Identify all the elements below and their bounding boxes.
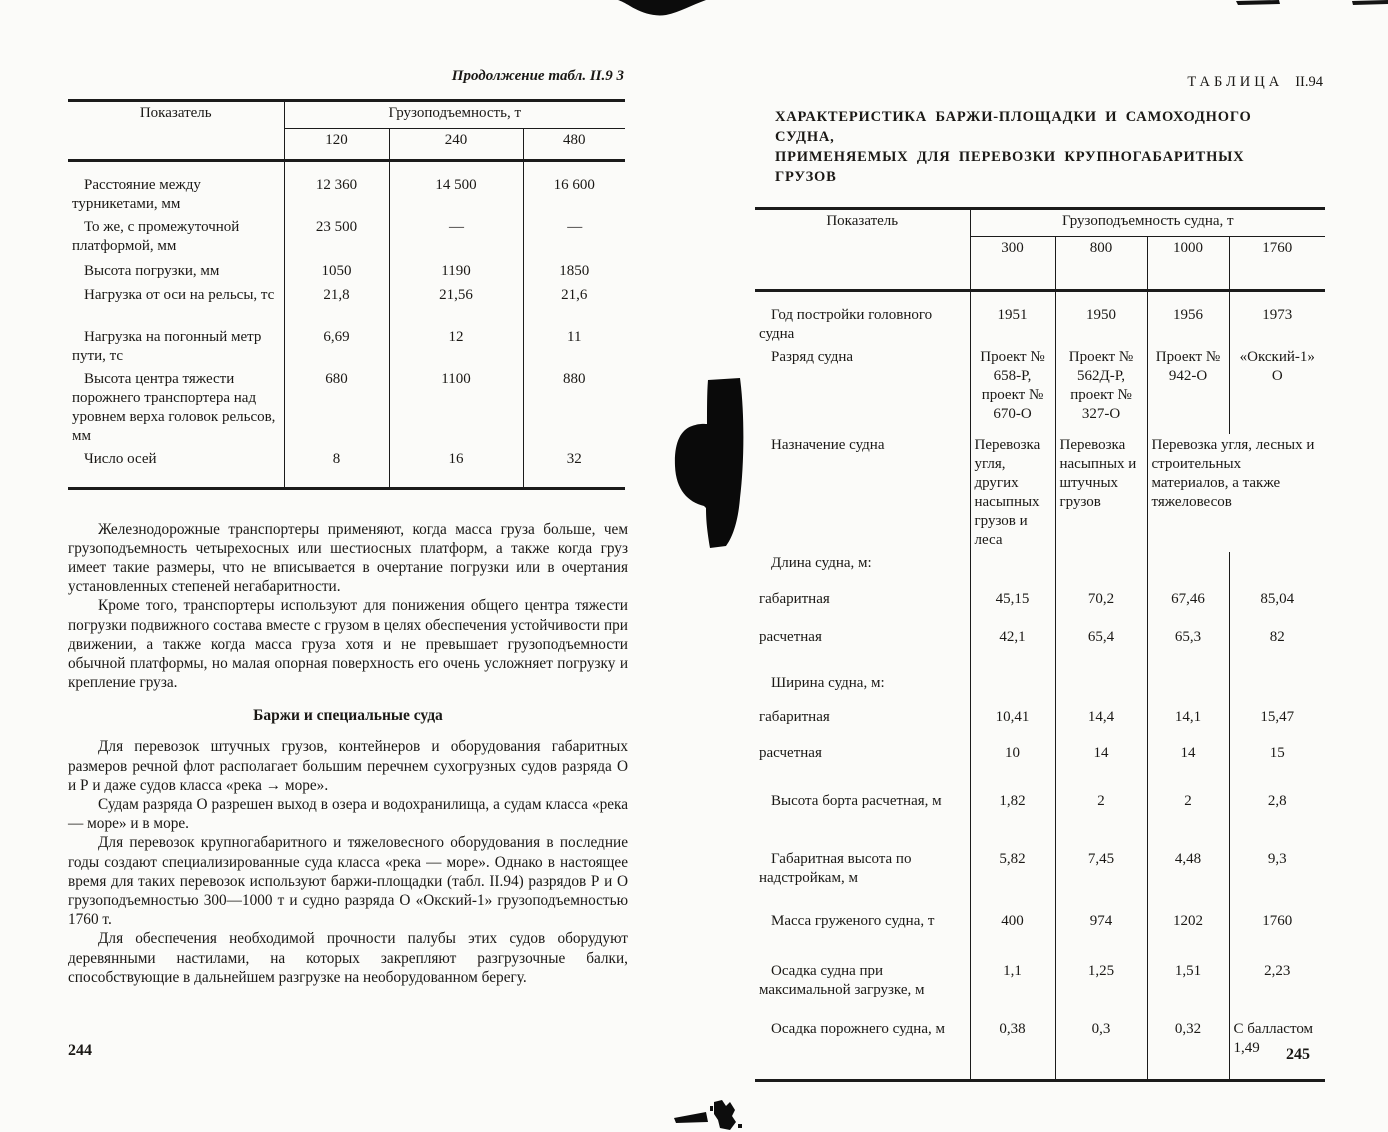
ink-blot-top [618, 0, 708, 20]
cell-value: 1951 [970, 291, 1055, 347]
table-row [68, 260, 625, 284]
capacity-1000: 1000 [1147, 237, 1229, 291]
table-row [755, 960, 1325, 1018]
cell-value: Проект № 658-Р, проект № 670-О [970, 346, 1055, 434]
cell-value: Проект № 562Д-Р, проект № 327-О [1055, 346, 1147, 434]
capacity-240: 240 [389, 129, 523, 161]
cell-value: 1,82 [970, 790, 1055, 848]
row-sublabel: расчетная [759, 745, 822, 761]
table-row [755, 742, 1325, 790]
table-caption [755, 74, 1325, 91]
group-header-capacity: Грузоподъемность судна, т [970, 209, 1325, 237]
cell-empty [1055, 672, 1147, 706]
cell-value: Перевозка угля, других насыпных грузов и леса [970, 434, 1055, 552]
cell-value: 0,32 [1147, 1018, 1229, 1080]
paragraph: Для обеспечения необходимой прочности палубы этих судов оборудуют деревянными настилами, на которых закрепляют разгрузочные балки, способствующие в дальнейшем разгрузке на необорудованном берегу. [68, 930, 628, 986]
cell-value: 21,8 [284, 284, 389, 326]
row-label: То же, с промежуточной платформой, мм [72, 219, 240, 254]
table-row [755, 626, 1325, 672]
paragraph: Железнодорожные транспортеры применяют, когда масса груза больше, чем грузоподъемность четырехосных или шестиосных платформ, а также когда груз имеет такие размеры, что не вписывается в очертание погрузки или в очертания установленных степеней негабаритности. [68, 520, 628, 596]
row-group-label: Длина судна, м: [771, 555, 872, 571]
cell-value: 1050 [284, 260, 389, 284]
cell-value: 2 [1147, 790, 1229, 848]
cell-value: 67,46 [1147, 588, 1229, 626]
cell-value: 1,1 [970, 960, 1055, 1018]
cell-value: 11 [523, 326, 625, 368]
row-label: Расстояние между турникетами, мм [72, 177, 201, 212]
table-row [755, 291, 1325, 347]
cell-value: 82 [1229, 626, 1325, 672]
barge-characteristics-table [755, 207, 1325, 1082]
cell-value: 14 [1147, 742, 1229, 790]
paragraph: Судам разряда О разрешен выход в озера и водохранилища, а судам класса «река — море» и в море. [68, 795, 628, 833]
cell-value: 1,25 [1055, 960, 1147, 1018]
table-row [68, 448, 625, 488]
group-header-capacity: Грузоподъемность, т [284, 101, 625, 129]
paragraph: Кроме того, транспортеры используют для понижения общего центра тяжести погрузки подвижного состава вместе с грузом в целях обеспечения устойчивости при движении, а также когда масса груза хотя и не превышает грузоподъемности обычной платформы, но малая опорная поверхность его очень усложняет погрузку и крепление груза. [68, 597, 628, 692]
page-number-left: 244 [68, 1042, 92, 1059]
cell-value: 23 500 [284, 216, 389, 260]
cell-value: 10 [970, 742, 1055, 790]
table-caption-word: ТАБЛИЦА [1187, 74, 1284, 90]
body-text [68, 520, 628, 987]
row-label: Число осей [84, 451, 157, 467]
cell-value: 1760 [1229, 910, 1325, 960]
cell-value: 1190 [389, 260, 523, 284]
paragraph: Для перевозок крупногабаритного и тяжеловесного оборудования в последние годы создают специализированные суда класса «река — море». Однако в настоящее время для таких перевозок используют баржи-площадки (табл. II.94) разрядов Р и О грузоподъемностью 300—1000 т и судно разряда О «Окский-1» грузоподъемностью 1760 т. [68, 834, 628, 929]
paragraph: Для перевозок штучных грузов, контейнеров и оборудования габаритных размеров речной флот располагает большим перечнем сухогрузных судов разряда О и Р и даже судов класса «река → море». [68, 738, 628, 794]
table-row [755, 910, 1325, 960]
table-row [68, 216, 625, 260]
cell-value: 14,4 [1055, 706, 1147, 742]
row-label: Масса груженого судна, т [771, 913, 935, 929]
cell-empty [970, 672, 1055, 706]
table-row [755, 1018, 1325, 1080]
cell-value: 680 [284, 368, 389, 448]
cell-empty [970, 552, 1055, 588]
row-sublabel: расчетная [759, 629, 822, 645]
table-row [68, 161, 625, 217]
cell-value: 1973 [1229, 291, 1325, 347]
column-header-pokazatel: Показатель [826, 213, 899, 229]
cell-value: 1100 [389, 368, 523, 448]
table-continuation-caption: Продолжение табл. II.9 3 [451, 68, 624, 84]
table-row [755, 706, 1325, 742]
cell-value: 65,4 [1055, 626, 1147, 672]
cell-value: 14 500 [389, 161, 523, 217]
table-row [68, 284, 625, 326]
table-row [755, 552, 1325, 588]
table-row [755, 588, 1325, 626]
cell-value: 16 [389, 448, 523, 488]
row-label: Разряд судна [771, 349, 854, 365]
cell-value: 15 [1229, 742, 1325, 790]
ink-blot-bottom [672, 1096, 752, 1132]
cell-value: 65,3 [1147, 626, 1229, 672]
table-caption-number: II.94 [1295, 74, 1323, 90]
cell-value: 21,56 [389, 284, 523, 326]
cell-value: 15,47 [1229, 706, 1325, 742]
cell-value: 14 [1055, 742, 1147, 790]
ink-mark-top-right-1 [1236, 0, 1280, 7]
ink-mark-top-right-2 [1352, 0, 1388, 6]
cell-value: 32 [523, 448, 625, 488]
cell-value: 12 360 [284, 161, 389, 217]
table-row [755, 672, 1325, 706]
ink-blot-gutter [670, 378, 750, 550]
cell-value: Перевозка насыпных и штучных грузов [1055, 434, 1147, 552]
left-page [68, 68, 628, 987]
cell-value: 1950 [1055, 291, 1147, 347]
cell-value: 21,6 [523, 284, 625, 326]
right-page [755, 74, 1325, 1082]
transporter-characteristics-table [68, 99, 625, 490]
cell-empty [1229, 552, 1325, 588]
row-label: Нагрузка на погонный метр пути, тс [72, 329, 262, 364]
cell-value: 4,48 [1147, 848, 1229, 910]
cell-value: 5,82 [970, 848, 1055, 910]
table-title [755, 107, 1325, 187]
cell-value: С балластом 1,49 [1229, 1018, 1325, 1080]
cell-value: 8 [284, 448, 389, 488]
row-label: Нагрузка от оси на рельсы, тс [84, 287, 275, 303]
table-row [68, 326, 625, 368]
capacity-800: 800 [1055, 237, 1147, 291]
cell-value: 70,2 [1055, 588, 1147, 626]
row-group-label: Ширина судна, м: [771, 675, 885, 691]
cell-empty [1147, 672, 1229, 706]
cell-value-merged: Перевозка угля, лесных и строительных материалов, а также тяжеловесов [1147, 434, 1325, 552]
cell-value: 2,8 [1229, 790, 1325, 848]
cell-empty [1147, 552, 1229, 588]
cell-value: 7,45 [1055, 848, 1147, 910]
cell-value: 880 [523, 368, 625, 448]
row-label: Габаритная высота по надстройкам, м [759, 851, 912, 886]
cell-value: 2 [1055, 790, 1147, 848]
row-label: Год постройки головного судна [759, 307, 933, 342]
row-label: Осадка судна при максимальной загрузке, м [759, 963, 925, 998]
capacity-480: 480 [523, 129, 625, 161]
cell-value: — [389, 216, 523, 260]
page-number-right: 245 [1286, 1046, 1310, 1063]
cell-value: 1956 [1147, 291, 1229, 347]
table-header-row [68, 101, 625, 129]
capacity-300: 300 [970, 237, 1055, 291]
cell-value: 16 600 [523, 161, 625, 217]
cell-value: Проект № 942-О [1147, 346, 1229, 434]
cell-value: 0,38 [970, 1018, 1055, 1080]
cell-empty [1229, 672, 1325, 706]
cell-value: 1,51 [1147, 960, 1229, 1018]
capacity-1760: 1760 [1229, 237, 1325, 291]
cell-value: 14,1 [1147, 706, 1229, 742]
cell-value: — [523, 216, 625, 260]
cell-value: 400 [970, 910, 1055, 960]
table-row [755, 790, 1325, 848]
cell-value: 45,15 [970, 588, 1055, 626]
cell-value: 974 [1055, 910, 1147, 960]
row-sublabel: габаритная [759, 591, 830, 607]
row-label: Высота центра тяжести порожнего транспортера над уровнем верха головок рельсов, мм [72, 371, 276, 444]
section-heading: Баржи и специальные суда [253, 707, 443, 725]
cell-value: 42,1 [970, 626, 1055, 672]
cell-value: «Окский-1» О [1229, 346, 1325, 434]
cell-value: 10,41 [970, 706, 1055, 742]
cell-value: 6,69 [284, 326, 389, 368]
cell-empty [1055, 552, 1147, 588]
column-header-pokazatel: Показатель [139, 105, 212, 121]
cell-value: 0,3 [1055, 1018, 1147, 1080]
table-title-line1: ХАРАКТЕРИСТИКА БАРЖИ-ПЛОЩАДКИ И САМОХОДНОГО СУДНА, [775, 109, 1252, 145]
row-label: Назначение судна [771, 437, 885, 453]
capacity-120: 120 [284, 129, 389, 161]
table-row [68, 368, 625, 448]
cell-value: 1850 [523, 260, 625, 284]
table-title-line2: ПРИМЕНЯЕМЫХ ДЛЯ ПЕРЕВОЗКИ КРУПНОГАБАРИТНЫХ ГРУЗОВ [775, 149, 1245, 185]
cell-value: 2,23 [1229, 960, 1325, 1018]
table-row [755, 434, 1325, 552]
table-header-row [755, 209, 1325, 237]
cell-value: 1202 [1147, 910, 1229, 960]
table-row [755, 346, 1325, 434]
cell-value: 9,3 [1229, 848, 1325, 910]
row-label: Высота борта расчетная, м [771, 793, 942, 809]
table-row [755, 848, 1325, 910]
row-sublabel: габаритная [759, 709, 830, 725]
row-label: Осадка порожнего судна, м [771, 1021, 945, 1037]
row-label: Высота погрузки, мм [84, 263, 220, 279]
cell-value: 85,04 [1229, 588, 1325, 626]
cell-value: 12 [389, 326, 523, 368]
